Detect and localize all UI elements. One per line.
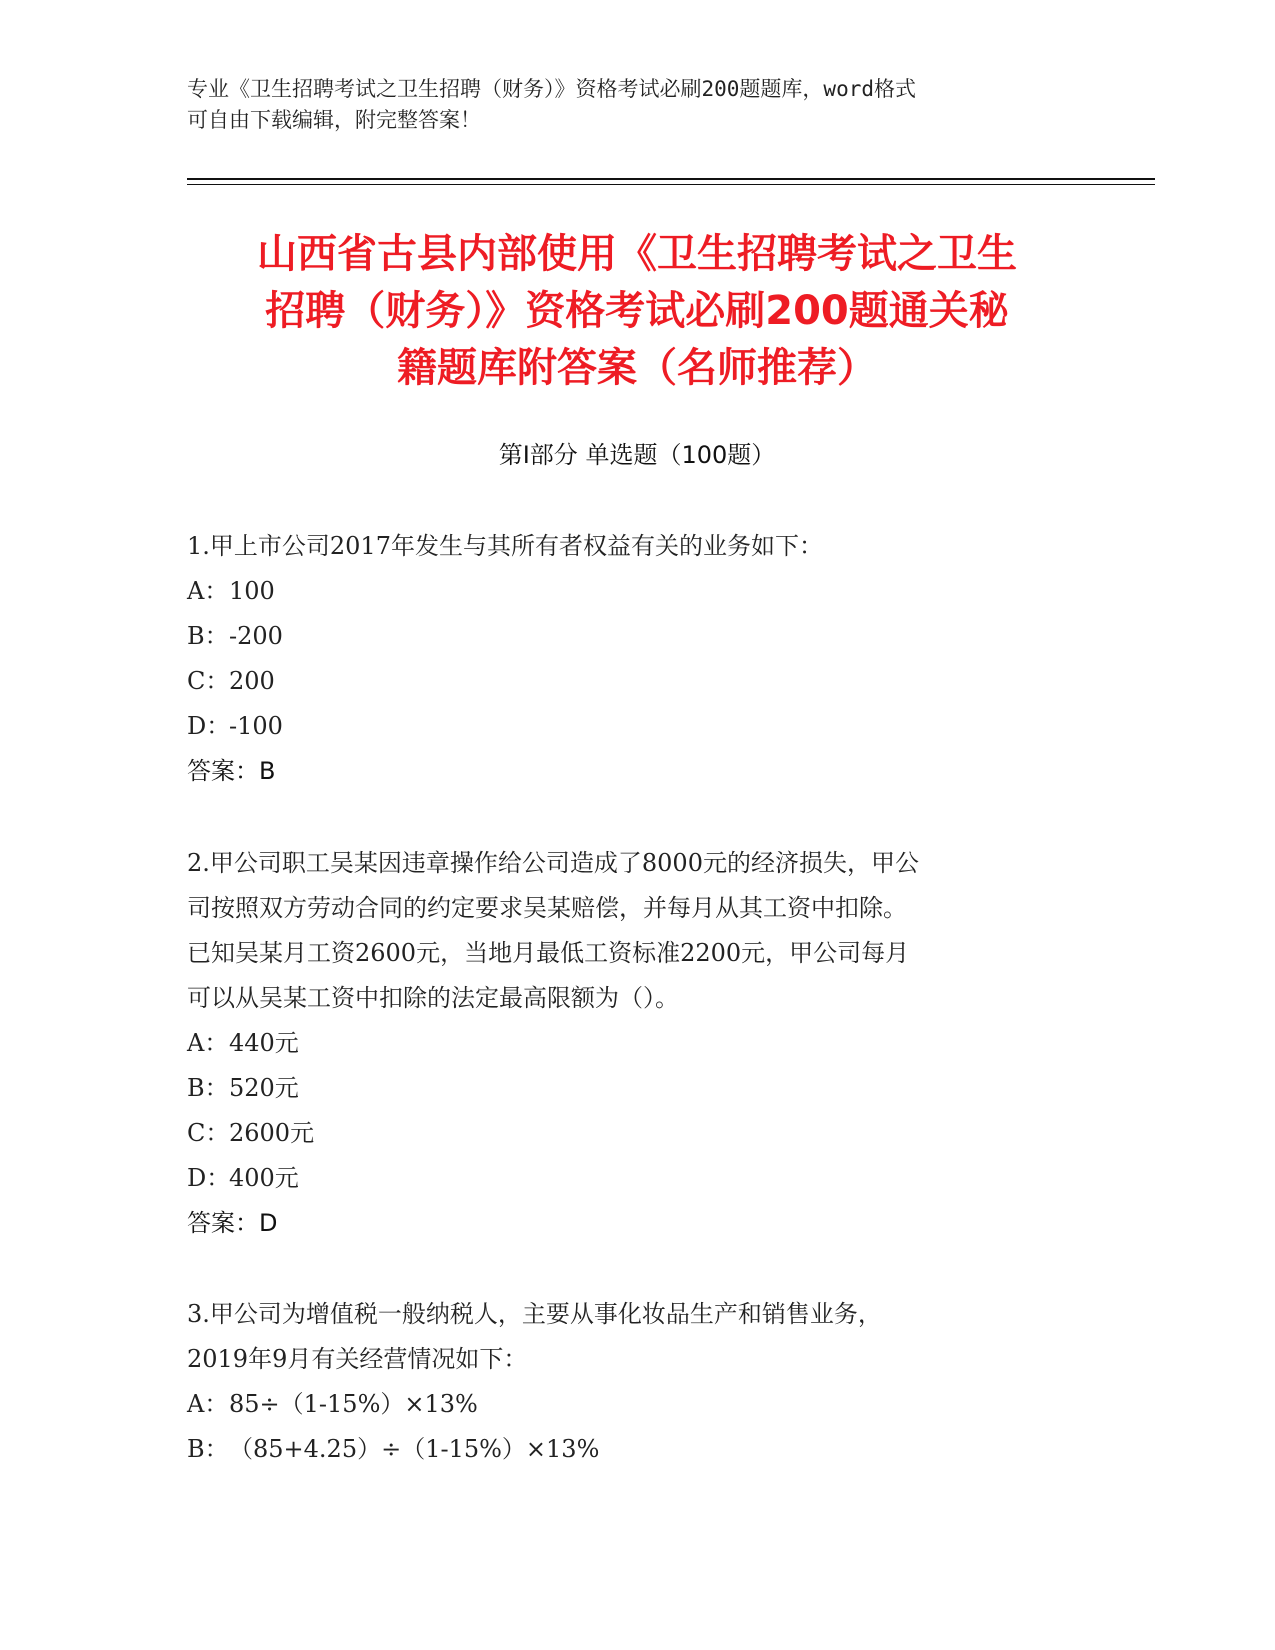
title-line: 籍题库附答案（名师推荐） (397, 345, 877, 391)
option-text: -100 (229, 712, 283, 740)
document-title (187, 226, 1087, 397)
option-text: 100 (229, 577, 275, 605)
option-text: 520元 (229, 1074, 299, 1102)
option-key: B： (187, 1435, 229, 1463)
option-key: B： (187, 622, 229, 650)
option-d (187, 1156, 1087, 1201)
question-stem: 3.甲公司为增值税一般纳税人，主要从事化妆品生产和销售业务， (187, 1300, 882, 1328)
question-2 (187, 841, 1087, 1246)
header-note-line: 可自由下载编辑，附完整答案！ (187, 108, 481, 132)
option-key: A： (187, 577, 229, 605)
question-stem: 司按照双方劳动合同的约定要求吴某赔偿，并每月从其工资中扣除。 (187, 894, 907, 922)
question-stem: 1.甲上市公司2017年发生与其所有者权益有关的业务如下： (187, 532, 823, 560)
option-a (187, 569, 1087, 614)
option-c (187, 1111, 1087, 1156)
option-b (187, 1066, 1087, 1111)
option-text: 85÷（1-15%）×13% (229, 1390, 478, 1418)
section-heading: 第Ⅰ部分 单选题（100题） (498, 441, 776, 469)
option-d (187, 704, 1087, 749)
option-key: D： (187, 712, 231, 740)
option-key: B： (187, 1074, 229, 1102)
question-stem: 已知吴某月工资2600元，当地月最低工资标准2200元，甲公司每月 (187, 939, 910, 967)
option-text: （85+4.25）÷（1-15%）×13% (229, 1435, 600, 1463)
header-divider-thin (187, 184, 1155, 185)
option-text: 200 (229, 667, 275, 695)
option-key: D： (187, 1164, 231, 1192)
option-key: A： (187, 1390, 229, 1418)
header-note (187, 74, 1067, 136)
header-note-line: 专业《卫生招聘考试之卫生招聘（财务）》资格考试必刷200题题库，word格式 (187, 77, 916, 101)
option-c (187, 659, 1087, 704)
option-text: -200 (229, 622, 283, 650)
question-stem: 可以从吴某工资中扣除的法定最高限额为（）。 (187, 984, 679, 1012)
option-b (187, 1427, 1087, 1472)
option-text: 400元 (229, 1164, 299, 1192)
header-divider-thick (187, 178, 1155, 180)
answer-line: 答案：B (187, 757, 276, 785)
question-stem: 2019年9月有关经营情况如下： (187, 1345, 528, 1373)
question-1 (187, 524, 1087, 794)
title-line: 山西省古县内部使用《卫生招聘考试之卫生 (257, 231, 1017, 277)
option-b (187, 614, 1087, 659)
title-line: 招聘（财务）》资格考试必刷200题通关秘 (265, 288, 1009, 334)
option-text: 440元 (229, 1029, 299, 1057)
option-key: C： (187, 1119, 230, 1147)
option-text: 2600元 (229, 1119, 315, 1147)
question-3 (187, 1292, 1087, 1472)
question-stem: 2.甲公司职工吴某因违章操作给公司造成了8000元的经济损失，甲公 (187, 849, 919, 877)
option-a (187, 1382, 1087, 1427)
answer-line: 答案：D (187, 1209, 278, 1237)
option-key: C： (187, 667, 230, 695)
option-a (187, 1021, 1087, 1066)
option-key: A： (187, 1029, 229, 1057)
